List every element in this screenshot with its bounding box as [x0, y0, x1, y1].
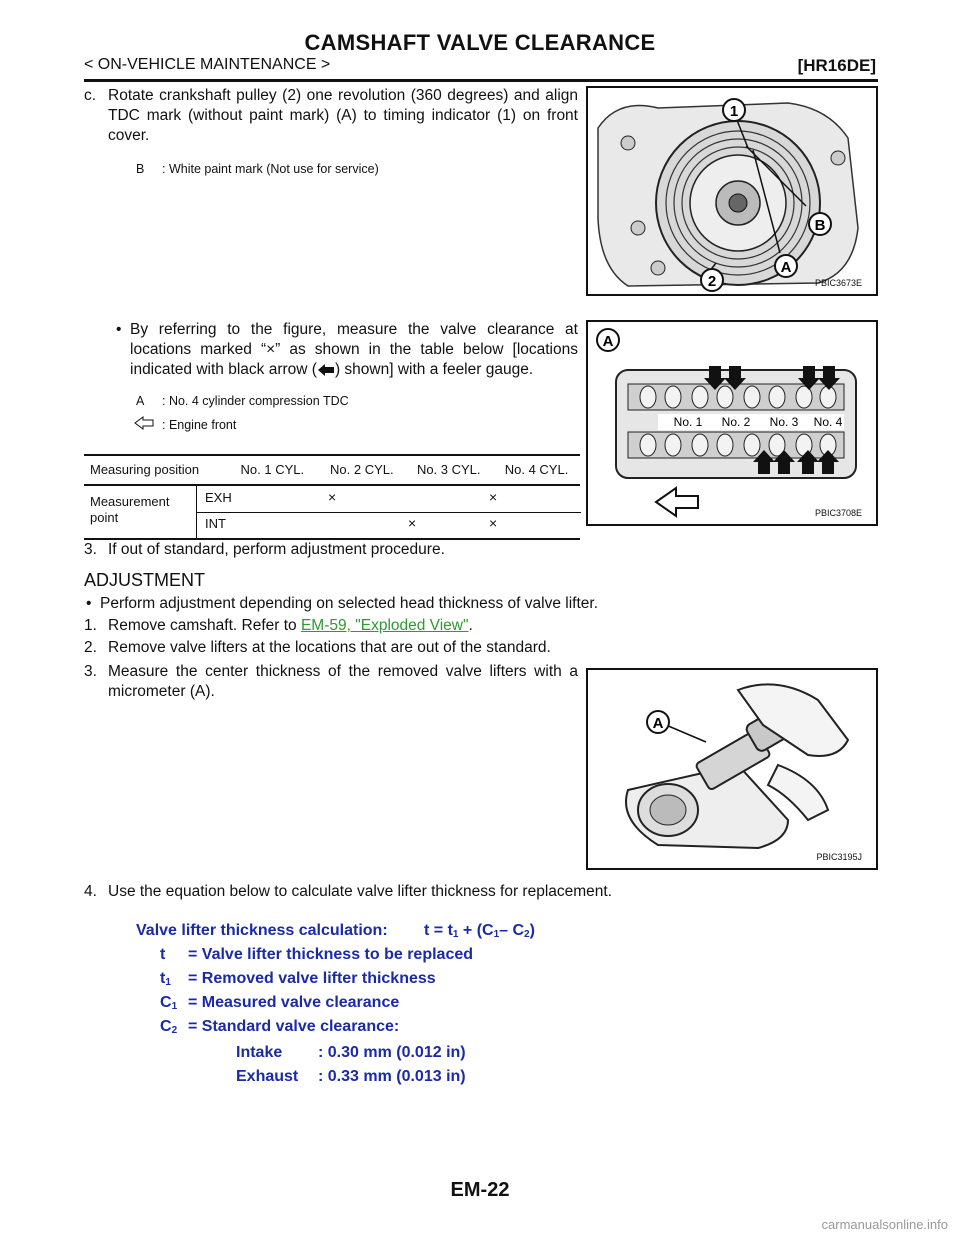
def-sub: 1	[165, 977, 171, 988]
eq-part: – C	[499, 922, 525, 939]
table-row	[196, 512, 581, 538]
def-symbol	[160, 970, 171, 988]
legend-key-a: A	[136, 394, 145, 408]
cell-int-2: ×	[408, 514, 417, 531]
page-title: CAMSHAFT VALVE CLEARANCE	[304, 30, 656, 55]
breadcrumb: < ON-VEHICLE MAINTENANCE >	[84, 56, 331, 73]
legend-key-b: B	[136, 162, 145, 176]
crank-pulley-illustration	[588, 88, 876, 294]
th-cyl-3: No. 3 CYL.	[416, 462, 481, 478]
row-label-int: INT	[205, 515, 226, 531]
table-row	[196, 486, 581, 513]
crank-pulley-figure	[586, 86, 878, 296]
def-text: = Measured valve clearance	[188, 994, 400, 1011]
step4-text: Use the equation below to calculate valve lifter thickness for replacement.	[108, 883, 613, 900]
th-measuring-position: Measuring position	[90, 462, 200, 478]
step1-text-end: .	[468, 617, 473, 634]
fig1-label-2: 2	[707, 273, 717, 290]
def-sym: C	[160, 1018, 172, 1035]
intake-value: : 0.30 mm (0.012 in)	[318, 1044, 466, 1061]
engine-front-arrow-icon	[134, 416, 154, 435]
th-cyl-1: No. 1 CYL.	[240, 462, 305, 478]
cyl-label-4: No. 4	[813, 415, 843, 429]
cyl-label-1: No. 1	[673, 415, 703, 429]
def-sub: 1	[171, 1001, 178, 1012]
micrometer-figure	[586, 668, 878, 870]
eq-part: t = t	[424, 922, 453, 939]
fig1-label-b: B	[814, 217, 826, 234]
step3a-text: If out of standard, perform adjustment procedure.	[108, 541, 445, 558]
eq-sub: 1	[493, 929, 500, 940]
eq-sub: 2	[524, 929, 530, 940]
def-text: = Standard valve clearance:	[188, 1018, 400, 1035]
def-sym: t	[160, 946, 166, 963]
fig3-label-a: A	[652, 715, 664, 732]
fig1-label-1: 1	[729, 103, 739, 120]
valve-position-table	[84, 454, 580, 540]
adjustment-bullet: Perform adjustment depending on selected head thickness of valve lifter.	[100, 595, 599, 612]
step2-text: Remove valve lifters at the locations that are out of the standard.	[108, 639, 551, 656]
eq-sub: 1	[452, 929, 459, 940]
cell-exh-1: ×	[328, 488, 337, 505]
fig3-id: PBIC3195J	[816, 852, 862, 862]
def-symbol	[160, 1018, 177, 1036]
calc-title: Valve lifter thickness calculation:	[136, 922, 388, 939]
section-heading: ADJUSTMENT	[84, 570, 205, 590]
fig1-id: PBIC3673E	[814, 278, 862, 288]
exhaust-label: Exhaust	[236, 1068, 299, 1085]
step-number: 2.	[84, 639, 97, 656]
step3-text: Measure the center thickness of the removed valve lifters with a micrometer (A).	[108, 663, 578, 700]
black-arrow-icon	[317, 364, 335, 376]
exploded-view-link[interactable]: EM-59, "Exploded View"	[300, 617, 469, 634]
measure-text-a: By referring to the figure, measure the valve clearance at locations marked “×” as shown in the table below [locations indicated with black arrow (	[130, 321, 578, 378]
fig2-label-a: A	[602, 333, 614, 350]
exhaust-value: : 0.33 mm (0.013 in)	[318, 1068, 466, 1085]
row-group-label: Measurement point	[90, 493, 170, 525]
step-number: 4.	[84, 883, 97, 900]
cell-exh-3: ×	[489, 488, 498, 505]
micrometer-illustration	[588, 670, 876, 868]
legend-text-b: : White paint mark (Not use for service)	[162, 162, 379, 176]
eq-part: + (C	[458, 922, 494, 939]
bullet-dot: •	[116, 321, 122, 338]
model-code: [HR16DE]	[797, 56, 876, 75]
step-c-text: Rotate crankshaft pulley (2) one revolution (360 degrees) and align TDC mark (without paint mark) (A) to timing indicator (1) on front cover.	[108, 87, 578, 144]
cyl-label-3: No. 3	[769, 415, 799, 429]
def-text: = Valve lifter thickness to be replaced	[188, 946, 474, 963]
step-number: 3.	[84, 541, 97, 558]
cylinder-head-figure	[586, 320, 878, 526]
step-letter: c.	[84, 87, 97, 104]
def-sym: C	[160, 994, 172, 1011]
header-rule	[84, 79, 878, 82]
th-cyl-2: No. 2 CYL.	[330, 462, 394, 478]
fig2-id: PBIC3708E	[814, 508, 862, 518]
row-label-exh: EXH	[205, 489, 232, 505]
bullet-dot: •	[86, 595, 92, 612]
calc-equation	[424, 922, 535, 940]
legend-text-engine-front: : Engine front	[162, 418, 237, 432]
cell-int-3: ×	[489, 514, 498, 531]
cyl-label-2: No. 2	[721, 415, 751, 429]
step-number: 3.	[84, 663, 97, 680]
engine-front-arrow-icon	[656, 488, 698, 516]
measure-text-b: ) shown] with a feeler gauge.	[334, 361, 534, 378]
step1-text	[108, 616, 578, 636]
th-cyl-4: No. 4 CYL.	[504, 462, 569, 478]
def-symbol	[160, 994, 177, 1012]
def-sub: 2	[171, 1025, 178, 1036]
def-symbol	[160, 946, 165, 964]
fig1-label-a: A	[780, 259, 792, 276]
measure-instruction	[130, 320, 578, 380]
eq-part: )	[529, 922, 535, 939]
cylinder-head-illustration	[588, 322, 876, 524]
intake-label: Intake	[236, 1044, 283, 1061]
watermark: carmanualsonline.info	[821, 1217, 948, 1232]
legend-text-a: : No. 4 cylinder compression TDC	[162, 394, 349, 408]
step-number: 1.	[84, 617, 97, 634]
page-number: EM-22	[450, 1179, 510, 1201]
def-sym: t	[160, 970, 166, 987]
step1-text-main: Remove camshaft. Refer to	[108, 617, 301, 634]
def-text: = Removed valve lifter thickness	[188, 970, 436, 987]
